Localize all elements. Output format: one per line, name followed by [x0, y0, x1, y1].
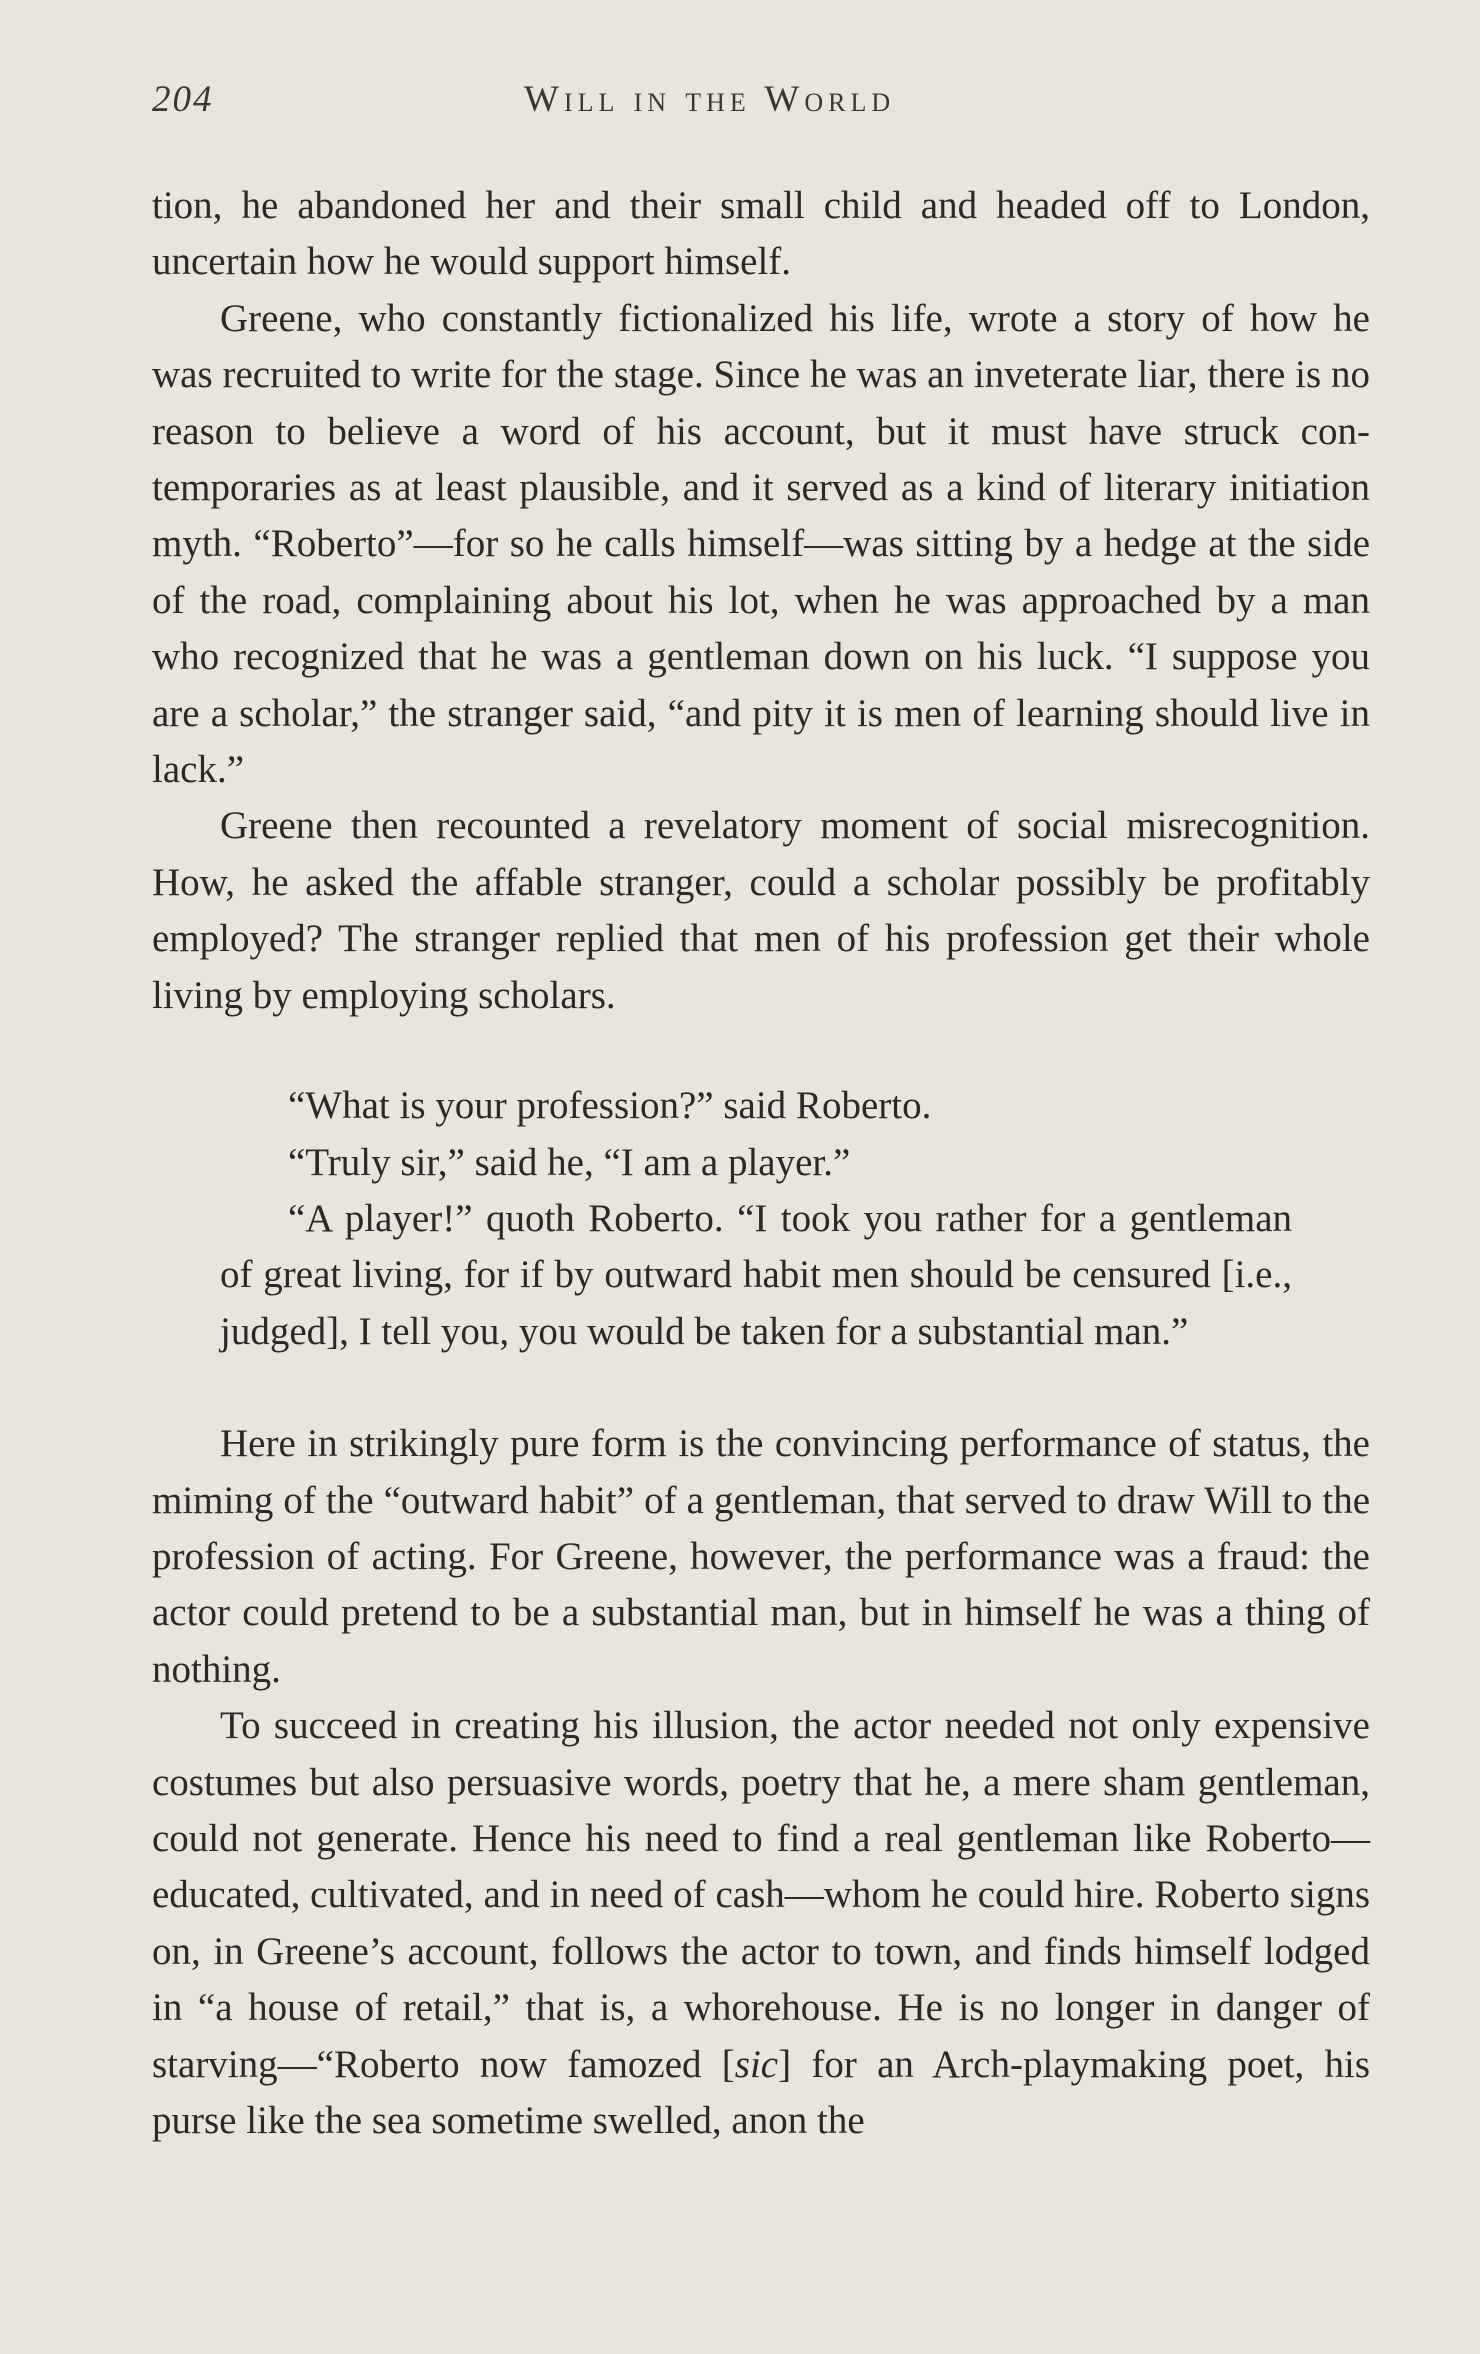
quote-line-profession: “What is your profession?” said Roberto. [288, 1084, 932, 1128]
paragraph-performance-of-status: Here in strikingly pure form is the convincing performance of status, the miming of the “outward habit” of a gentleman, that served to draw Will to the profession of acting. For Greene, however, the performance was a fraud: the actor could pretend to be a substantial man, but in himself he was a thing of nothing. [152, 1422, 1370, 1691]
paragraph-greene-story: Greene, who constantly fictionalized his life, wrote a story of how he was recruited to write for the stage. Since he was an inveterate liar, there is no reason to believe a word of his account, but it must have struck contemporaries as at least plausible, and it served as a kind of literary initiation myth. “Roberto”—for so he calls himself—was sitting by a hedge at the side of the road, complaining about his lot, when he was approached by a man who recognized that he was a gentleman down on his luck. “I suppose you are a scholar,” the stranger said, “and pity it is men of learning should live in lack.” [152, 296, 1370, 792]
page-number: 204 [152, 79, 214, 120]
sic-italic: sic [734, 2042, 779, 2086]
paragraph-misrecognition: Greene then recounted a revelatory moment of social misrecognition. How, he asked the affable stranger, could a scholar possibly be profitably employed? The stranger replied that men of his profession get their whole living by employing scholars. [152, 804, 1370, 1017]
illusion-text-start: To succeed in creating his illusion, the actor needed not only expensive costumes but also persuasive words, poetry that he, a mere sham gentleman, could not generate. Hence his need to find a real gentleman like Roberto—educated, cultivated, and in need of cash—whom he could hire. Roberto signs on, in Greene’s account, follows the actor to town, and finds himself lodged in “a house of retail,” that is, a whorehouse. He is no longer in danger of starving—“Roberto now famozed [ [152, 1704, 1370, 2086]
book-title: Will in the World [524, 79, 896, 120]
block-quote [152, 1078, 1370, 1360]
quote-line-gentleman: “A player!” quoth Roberto. “I took you rather for a gentleman of great living, for if by outward habit men should be censured [i.e., judged], I tell you, you would be taken for a substantial man.” [220, 1196, 1292, 1353]
quote-line-player: “Truly sir,” said he, “I am a player.” [288, 1140, 851, 1184]
paragraph-illusion [152, 1698, 1370, 2149]
paragraph-continuation: tion, he abandoned her and their small child and headed off to London, uncertain how he would support himself. [152, 184, 1370, 284]
body-text [152, 178, 1370, 2149]
running-head [152, 78, 1370, 128]
illusion-text-end: ] for an Arch-playmaking poet, his purse like the sea sometime swelled, anon the [152, 2042, 1370, 2142]
